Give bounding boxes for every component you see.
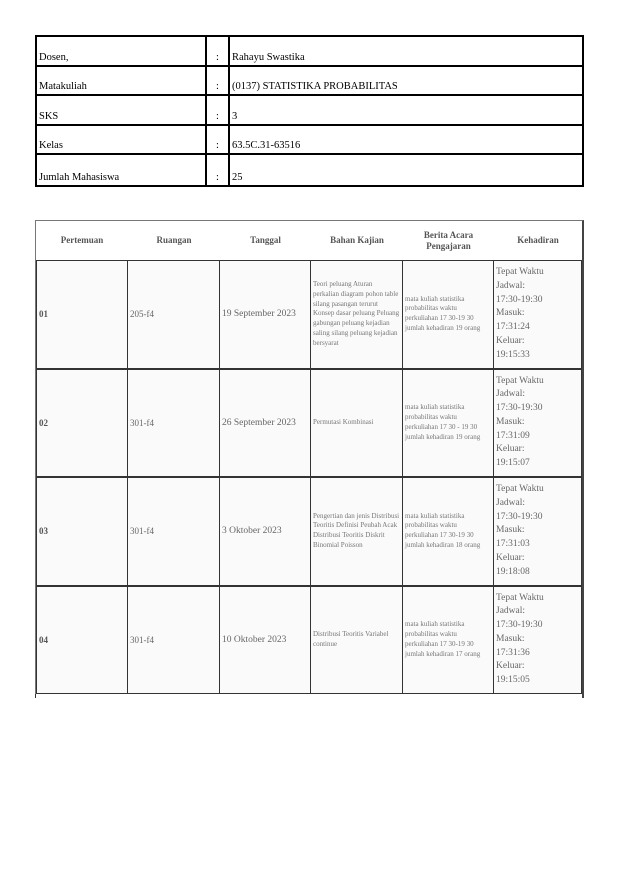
cell-bahan-kajian: Teori peluang Aturan perkalian diagram pohon table silang pasangan terurut Konsep dasar peluang Peluang gabungan peluang kejadian saling silang peluang kejadian bersyarat (311, 260, 403, 369)
info-label: SKS (37, 96, 207, 124)
info-label: Matakuliah (37, 67, 207, 95)
cell-berita-acara: mata kuliah statistika probabilitas waktu perkuliahan 17 30-19 30 jumlah kehadiran 17 orang (403, 586, 494, 695)
kehadiran-jadwal-label: Jadwal: (496, 606, 526, 617)
cell-tanggal: 10 Oktober 2023 (220, 586, 311, 695)
cell-ruangan: 301-f4 (128, 369, 220, 478)
cell-kehadiran (494, 586, 582, 695)
info-value: 3 (232, 110, 238, 122)
header-tanggal: Tanggal (250, 235, 281, 246)
kehadiran-jadwal-label: Jadwal: (496, 389, 526, 400)
kehadiran-masuk-value: 17:31:24 (496, 322, 530, 333)
info-label: Kelas (37, 126, 207, 154)
cell-bahan-kajian: Pengertian dan jenis Distribusi Teoritis Definisi Peubah Acak Distribusi Teoritis Diskrit Binomial Poisson (311, 477, 403, 586)
kehadiran-jadwal-value: 17:30-19:30 (496, 294, 543, 305)
kehadiran-lines (496, 483, 544, 579)
cell-bahan-kajian: Permutasi Kombinasi (311, 369, 403, 478)
header-pertemuan: Pertemuan (60, 235, 104, 246)
cell-kehadiran (494, 369, 582, 478)
info-row-matakuliah (37, 67, 582, 97)
header-ruangan: Ruangan (156, 235, 192, 246)
kehadiran-keluar-label: Keluar: (496, 552, 525, 563)
info-separator: : (207, 96, 230, 124)
kehadiran-keluar-value: 19:18:08 (496, 566, 530, 577)
cell-kehadiran (494, 260, 582, 369)
cell-pertemuan: 01 (36, 260, 128, 369)
info-row-sks (37, 96, 582, 126)
kehadiran-lines (496, 375, 544, 471)
header-bahan-kajian: Bahan Kajian (330, 235, 384, 246)
kehadiran-lines (496, 266, 544, 362)
kehadiran-status: Tepat Waktu (496, 484, 544, 495)
kehadiran-masuk-value: 17:31:09 (496, 430, 530, 441)
kehadiran-masuk-label: Masuk: (496, 416, 525, 427)
kehadiran-lines (496, 592, 544, 688)
cell-berita-acara: mata kuliah statistika probabilitas waktu perkuliahan 17 30-19 30 jumlah kehadiran 19 orang (403, 260, 494, 369)
info-row-kelas (37, 126, 582, 156)
cell-ruangan: 205-f4 (128, 260, 220, 369)
info-separator: : (207, 67, 230, 95)
table-row (36, 260, 582, 369)
cell-bahan-kajian: Distribusi Teoritis Variabel continue (311, 586, 403, 695)
cell-tanggal: 19 September 2023 (220, 260, 311, 369)
header-kehadiran: Kehadiran (517, 235, 559, 246)
kehadiran-status: Tepat Waktu (496, 375, 544, 386)
table-continuation-edge (35, 694, 584, 698)
info-separator: : (207, 155, 230, 185)
kehadiran-jadwal-value: 17:30-19:30 (496, 620, 543, 631)
kehadiran-keluar-value: 19:15:07 (496, 458, 530, 469)
course-info-table (35, 35, 584, 187)
info-label: Jumlah Mahasiswa (37, 155, 207, 185)
info-separator: : (207, 37, 230, 65)
cell-ruangan: 301-f4 (128, 586, 220, 695)
kehadiran-masuk-label: Masuk: (496, 308, 525, 319)
cell-berita-acara: mata kuliah statistika probabilitas waktu perkuliahan 17 30 - 19 30 jumlah kehadiran 19 orang (403, 369, 494, 478)
info-separator: : (207, 126, 230, 154)
info-value: 63.5C.31-63516 (232, 140, 301, 152)
header-berita-acara: Berita Acara Pengajaran (423, 230, 474, 251)
kehadiran-masuk-label: Masuk: (496, 525, 525, 536)
kehadiran-keluar-value: 19:15:05 (496, 675, 530, 686)
cell-pertemuan: 04 (36, 586, 128, 695)
kehadiran-keluar-label: Keluar: (496, 444, 525, 455)
kehadiran-status: Tepat Waktu (496, 267, 544, 278)
cell-tanggal: 26 September 2023 (220, 369, 311, 478)
kehadiran-masuk-label: Masuk: (496, 633, 525, 644)
kehadiran-jadwal-value: 17:30-19:30 (496, 511, 543, 522)
info-value: (0137) STATISTIKA PROBABILITAS (232, 81, 398, 93)
cell-pertemuan: 03 (36, 477, 128, 586)
info-value: Rahayu Swastika (232, 51, 305, 63)
kehadiran-masuk-value: 17:31:03 (496, 539, 530, 550)
kehadiran-keluar-label: Keluar: (496, 661, 525, 672)
info-value: 25 (232, 171, 243, 183)
table-row (36, 477, 582, 586)
kehadiran-masuk-value: 17:31:36 (496, 647, 530, 658)
cell-tanggal: 3 Oktober 2023 (220, 477, 311, 586)
cell-pertemuan: 02 (36, 369, 128, 478)
attendance-header-row (36, 221, 582, 260)
kehadiran-keluar-label: Keluar: (496, 335, 525, 346)
cell-ruangan: 301-f4 (128, 477, 220, 586)
kehadiran-jadwal-label: Jadwal: (496, 280, 526, 291)
info-label: Dosen, (37, 37, 207, 65)
kehadiran-jadwal-value: 17:30-19:30 (496, 403, 543, 414)
cell-kehadiran (494, 477, 582, 586)
kehadiran-jadwal-label: Jadwal: (496, 497, 526, 508)
info-row-jumlah-mahasiswa (37, 155, 582, 185)
attendance-table (35, 220, 584, 694)
kehadiran-keluar-value: 19:15:33 (496, 349, 530, 360)
info-row-dosen (37, 37, 582, 67)
kehadiran-status: Tepat Waktu (496, 592, 544, 603)
cell-berita-acara: mata kuliah statistika probabilitas waktu perkuliahan 17 30-19 30 jumlah kehadiran 18 orang (403, 477, 494, 586)
table-row (36, 586, 582, 695)
table-row (36, 369, 582, 478)
